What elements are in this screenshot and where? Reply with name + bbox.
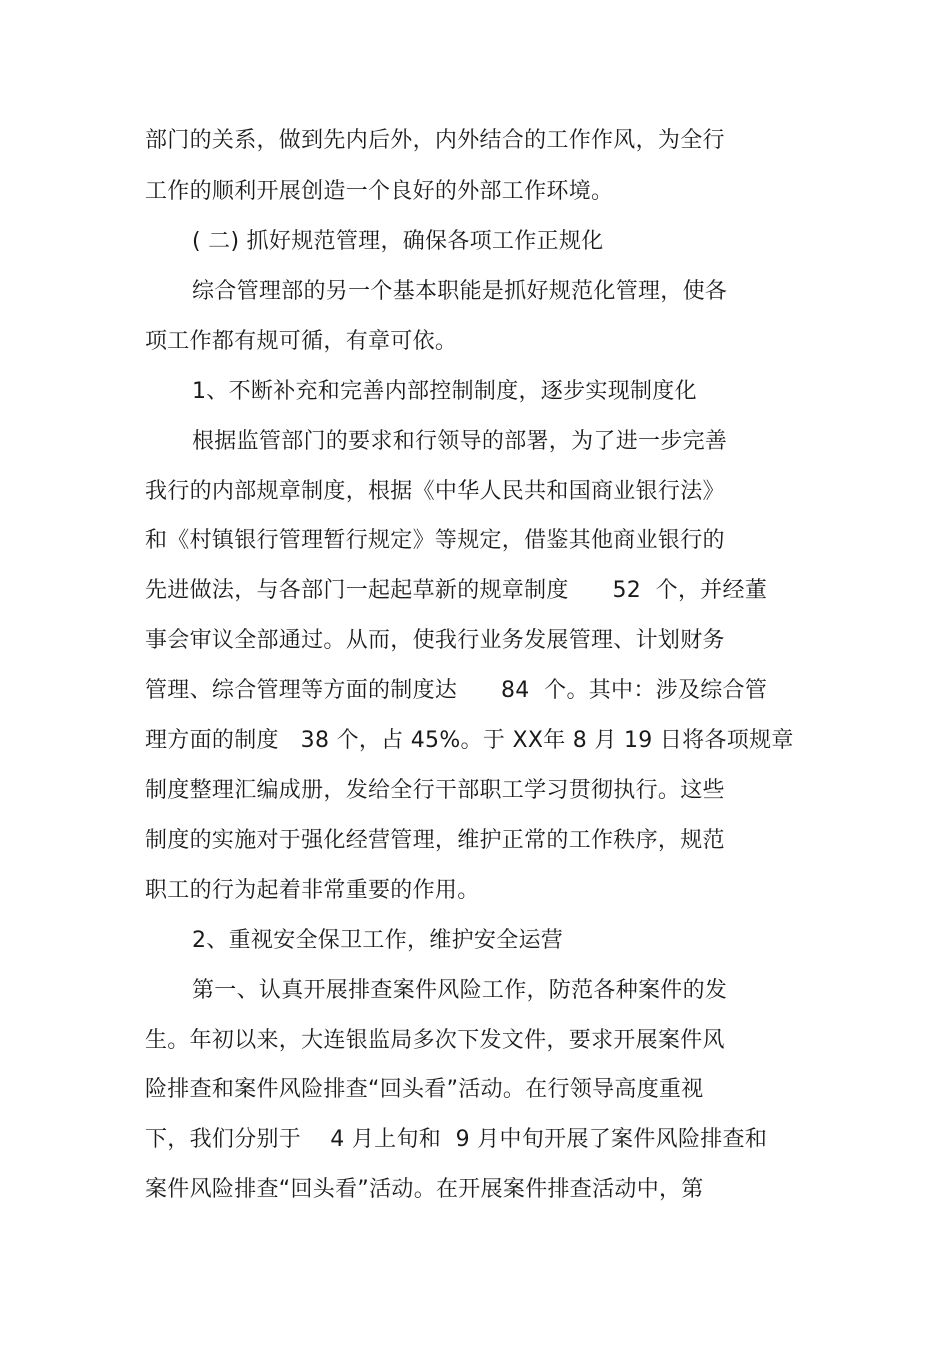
section-heading: ( 二) 抓好规范管理，确保各项工作正规化 — [192, 229, 604, 254]
text-line: 部门的关系，做到先内后外，内外结合的工作作风，为全行 — [145, 128, 725, 153]
text-line: 险排查和案件风险排查“回头看”活动。在行领导高度重视 — [145, 1077, 704, 1102]
paragraph-first-line: 根据监管部门的要求和行领导的部署，为了进一步完善 — [192, 429, 728, 454]
text-line: 职工的行为起着非常重要的作用。 — [145, 878, 480, 903]
subsection-heading: 1、不断补充和完善内部控制制度，逐步实现制度化 — [192, 379, 697, 404]
text-line: 管理、综合管理等方面的制度达 84 个。其中：涉及综合管 — [145, 678, 768, 703]
text-line: 工作的顺利开展创造一个良好的外部工作环境。 — [145, 179, 614, 204]
text-line: 制度的实施对于强化经营管理，维护正常的工作秩序，规范 — [145, 828, 725, 853]
text-line: 生。年初以来，大连银监局多次下发文件，要求开展案件风 — [145, 1028, 725, 1053]
paragraph-first-line: 综合管理部的另一个基本职能是抓好规范化管理，使各 — [192, 279, 728, 304]
text-line: 先进做法，与各部门一起起草新的规章制度 52 个，并经董 — [145, 578, 768, 603]
text-line: 我行的内部规章制度，根据《中华人民共和国商业银行法》 — [145, 479, 725, 504]
subsection-heading: 2、重视安全保卫工作，维护安全运营 — [192, 928, 564, 953]
text-line: 下，我们分别于 4 月上旬和 9 月中旬开展了案件风险排查和 — [145, 1127, 768, 1152]
text-line: 理方面的制度 38 个，占 45%。于 XX年 8 月 19 日将各项规章 — [145, 728, 794, 753]
text-line: 项工作都有规可循，有章可依。 — [145, 329, 458, 354]
text-line: 和《村镇银行管理暂行规定》等规定，借鉴其他商业银行的 — [145, 528, 725, 553]
paragraph-first-line: 第一、认真开展排查案件风险工作，防范各种案件的发 — [192, 978, 728, 1003]
text-line: 案件风险排查“回头看”活动。在开展案件排查活动中，第 — [145, 1177, 704, 1202]
text-line: 制度整理汇编成册，发给全行干部职工学习贯彻执行。这些 — [145, 778, 725, 803]
text-line: 事会审议全部通过。从而，使我行业务发展管理、计划财务 — [145, 628, 725, 653]
